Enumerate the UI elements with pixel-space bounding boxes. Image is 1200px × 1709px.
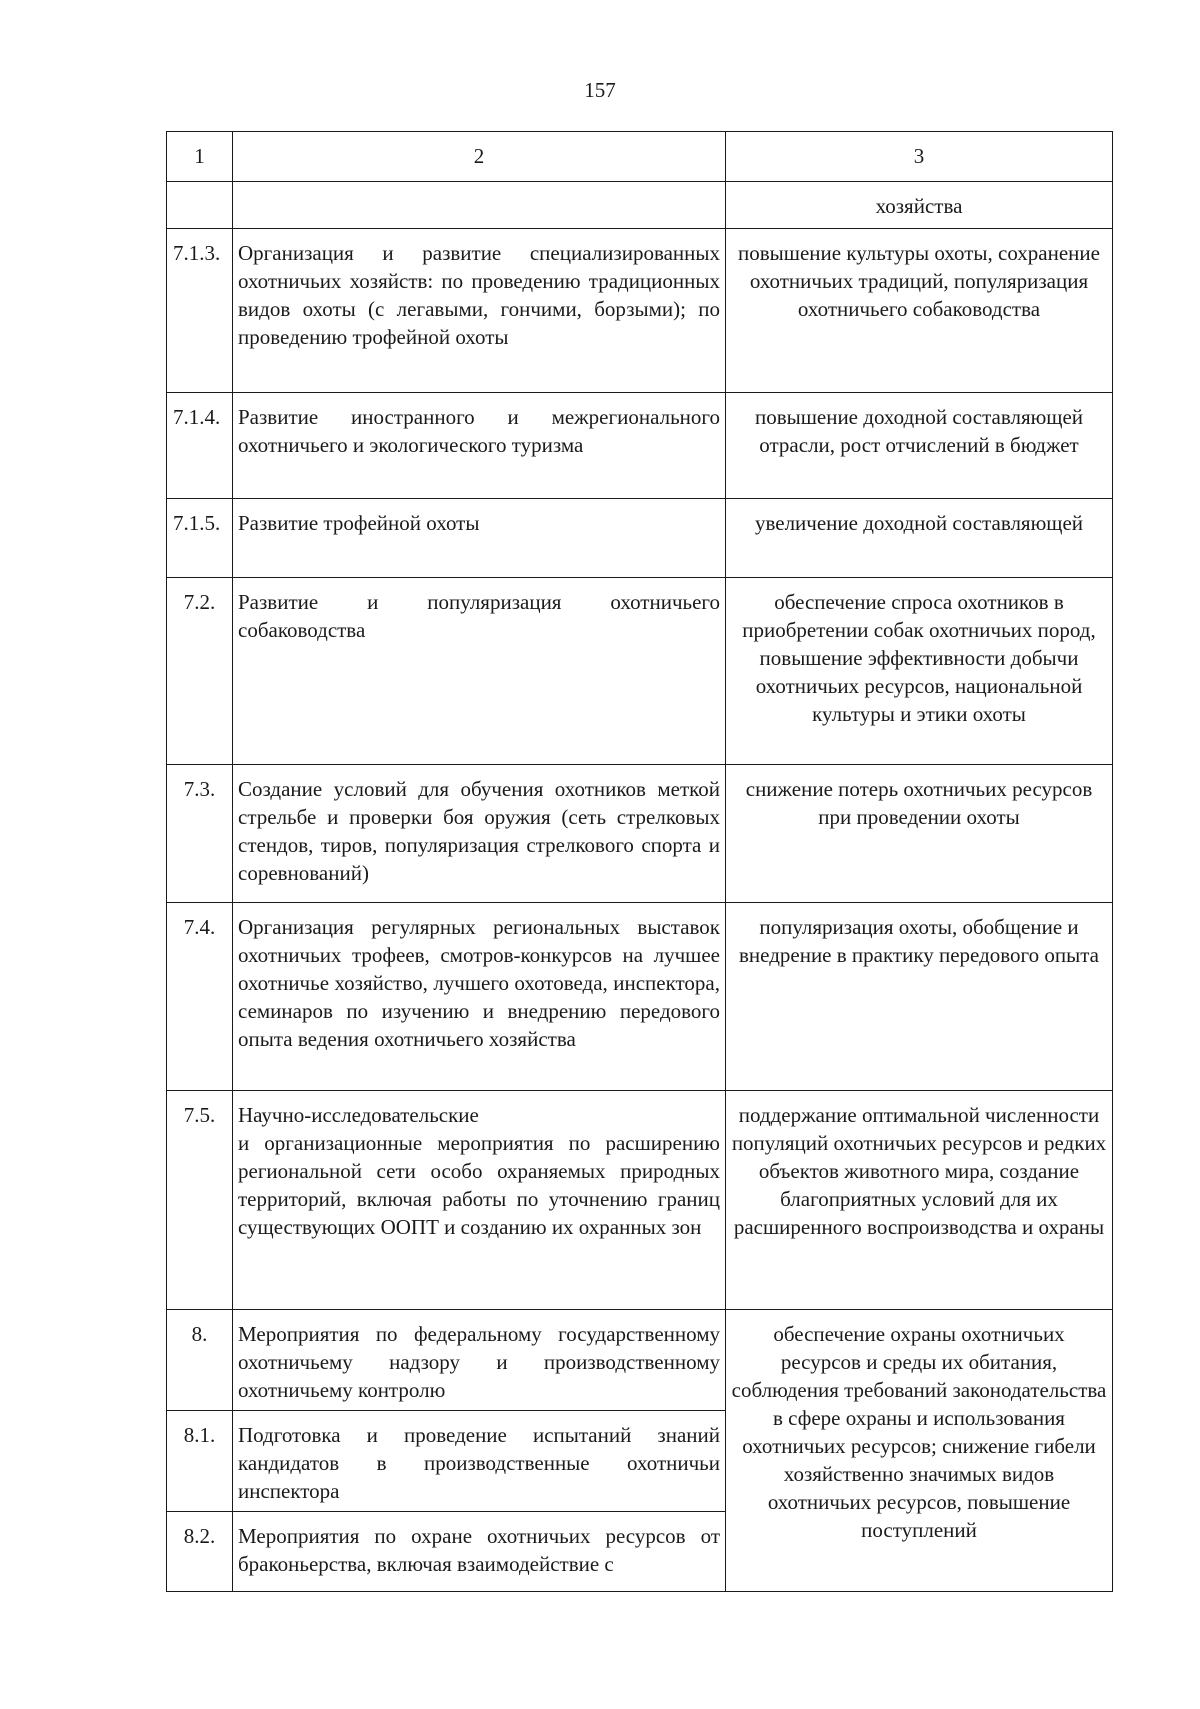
row-number: 7.1.3. (167, 229, 233, 393)
row-number: 7.2. (167, 578, 233, 765)
row-description: Развитие и популяризация охотничьего собаководства (233, 578, 726, 765)
row-result: хозяйства (726, 182, 1113, 229)
row-number: 7.4. (167, 903, 233, 1091)
row-description: Подготовка и проведение испытаний знаний кандидатов в производственные охотничьи инспектора (233, 1411, 726, 1512)
row-number: 7.1.4. (167, 393, 233, 499)
row-description: Мероприятия по федеральному государственному охотничьему надзору и производственному охотничьему контролю (233, 1310, 726, 1411)
row-number: 7.5. (167, 1091, 233, 1310)
row-result: поддержание оптимальной численности популяций охотничьих ресурсов и редких объектов животного мира, создание благоприятных условий для их расширенного воспроизводства и охраны (726, 1091, 1113, 1310)
header-col-3: 3 (726, 132, 1113, 182)
measures-table (166, 131, 1113, 1592)
table-row (167, 903, 1113, 1091)
row-result: повышение доходной составляющей отрасли, рост отчислений в бюджет (726, 393, 1113, 499)
table-row-continuation (167, 182, 1113, 229)
row-number: 7.3. (167, 765, 233, 903)
row-description-line: Научно-исследовательские (238, 1103, 479, 1127)
row-description: Развитие трофейной охоты (233, 499, 726, 578)
row-description: Организация и развитие специализированных охотничьих хозяйств: по проведению традиционных видов охоты (с легавыми, гончими, борзыми); по проведению трофейной охоты (233, 229, 726, 393)
table-row (167, 1310, 1113, 1411)
row-result: обеспечение спроса охотников в приобретении собак охотничьих пород, повышение эффективности добычи охотничьих ресурсов, национальной культуры и этики охоты (726, 578, 1113, 765)
row-description: Развитие иностранного и межрегионального охотничьего и экологического туризма (233, 393, 726, 499)
row-description: Создание условий для обучения охотников меткой стрельбе и проверки боя оружия (сеть стрелковых стендов, тиров, популяризация стрелкового спорта и соревнований) (233, 765, 726, 903)
table-header-row (167, 132, 1113, 182)
table-row (167, 578, 1113, 765)
header-col-2: 2 (233, 132, 726, 182)
table-row (167, 229, 1113, 393)
table-row (167, 499, 1113, 578)
row-result: снижение потерь охотничьих ресурсов при проведении охоты (726, 765, 1113, 903)
row-result: повышение культуры охоты, сохранение охотничьих традиций, популяризация охотничьего собаководства (726, 229, 1113, 393)
row-result: увеличение доходной составляющей (726, 499, 1113, 578)
table-row (167, 1091, 1113, 1310)
row-description (233, 1091, 726, 1310)
row-number (167, 182, 233, 229)
table-row (167, 393, 1113, 499)
row-number: 8.2. (167, 1512, 233, 1592)
row-description: Мероприятия по охране охотничьих ресурсов от браконьерства, включая взаимодействие с (233, 1512, 726, 1592)
row-result-merged: обеспечение охраны охотничьих ресурсов и среды их обитания, соблюдения требований законодательства в сфере охраны и использования охотничьих ресурсов; снижение гибели хозяйственно значимых видов охотничьих ресурсов, повышение поступлений (726, 1310, 1113, 1592)
page-number: 157 (584, 78, 616, 102)
row-description: Организация регулярных региональных выставок охотничьих трофеев, смотров-конкурсов на лучшее охотничье хозяйство, лучшего охотоведа, инспектора, семинаров по изучению и внедрению передового опыта ведения охотничьего хозяйства (233, 903, 726, 1091)
row-number: 8. (167, 1310, 233, 1411)
row-number: 7.1.5. (167, 499, 233, 578)
row-result: популяризация охоты, обобщение и внедрение в практику передового опыта (726, 903, 1113, 1091)
header-col-1: 1 (167, 132, 233, 182)
row-description (233, 182, 726, 229)
row-description-line: и организационные мероприятия по расширению региональной сети особо охраняемых природных территорий, включая работы по уточнению границ существующих ООПТ и созданию их охранных зон (238, 1131, 720, 1239)
row-number: 8.1. (167, 1411, 233, 1512)
table-row (167, 765, 1113, 903)
